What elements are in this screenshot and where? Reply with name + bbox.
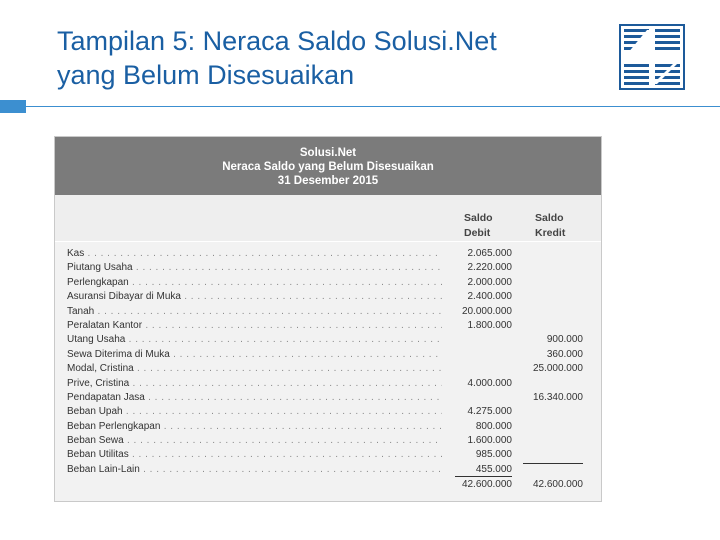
report-name: Neraca Saldo yang Belum Disesuaikan	[222, 161, 434, 173]
account-name: Peralatan Kantor . . .	[67, 319, 442, 333]
debit-value: 1.800.000	[467, 319, 512, 331]
debit-value: 2.400.000	[467, 291, 512, 303]
total-debit: 42.600.000	[461, 479, 512, 491]
table-row	[55, 434, 601, 448]
account-name: Modal, Cristina . . .	[67, 362, 442, 376]
table-row	[55, 319, 601, 333]
table-row	[55, 290, 601, 304]
table-row	[55, 420, 601, 434]
account-name: Beban Sewa . . .	[67, 434, 442, 448]
account-name: Tanah . . .	[67, 305, 442, 319]
account-name: Beban Upah . . .	[67, 405, 442, 419]
debit-value: 800.000	[475, 420, 512, 432]
col-kredit-label-1: Saldo	[535, 212, 564, 224]
debit-value: 20.000.000	[461, 305, 512, 317]
table-row	[55, 463, 601, 477]
kredit-value: 360.000	[546, 348, 583, 360]
debit-value: 4.275.000	[467, 406, 512, 418]
kredit-value: 25.000.000	[532, 363, 583, 375]
kredit-value: 900.000	[546, 334, 583, 346]
col-debit-header	[464, 211, 493, 241]
account-name: Beban Lain-Lain . . .	[67, 463, 442, 477]
column-header	[55, 195, 601, 242]
debit-value: 1.600.000	[467, 435, 512, 447]
col-kredit-label-2: Kredit	[535, 227, 566, 239]
total-kredit: 42.600.000	[532, 479, 583, 491]
table-row	[55, 276, 601, 290]
account-name: Perlengkapan . . .	[67, 276, 442, 290]
debit-value: 455.000	[455, 463, 512, 477]
col-debit-label-2: Debit	[464, 227, 491, 239]
total-row	[55, 478, 601, 492]
col-kredit-header	[535, 211, 565, 241]
accent-block	[0, 100, 26, 113]
kredit-value: 16.340.000	[532, 391, 583, 403]
publisher-logo-icon	[619, 24, 685, 90]
slide-title	[57, 24, 617, 92]
table-row	[55, 348, 601, 362]
debit-value: 985.000	[475, 449, 512, 461]
table-row	[55, 377, 601, 391]
account-name: Beban Utilitas . . .	[67, 448, 442, 462]
report-header	[55, 137, 601, 195]
report-date: 31 Desember 2015	[277, 175, 379, 187]
kredit-value	[523, 463, 583, 464]
trial-balance-report	[54, 136, 602, 502]
account-name: Kas . . .	[67, 247, 442, 261]
debit-value: 2.065.000	[467, 248, 512, 259]
account-name: Sewa Diterima di Muka . . .	[67, 348, 442, 362]
table-row	[55, 305, 601, 319]
account-name: Prive, Cristina . . .	[67, 377, 442, 391]
account-name: Pendapatan Jasa . . .	[67, 391, 442, 405]
table-row	[55, 261, 601, 275]
account-name: Utang Usaha . . .	[67, 333, 442, 347]
table-row	[55, 362, 601, 376]
table-row	[55, 405, 601, 419]
report-company: Solusi.Net	[299, 147, 357, 159]
table-row	[55, 247, 601, 261]
account-name: Beban Perlengkapan . . .	[67, 420, 442, 434]
table-row	[55, 333, 601, 347]
account-rows	[55, 242, 601, 493]
col-debit-label-1: Saldo	[464, 212, 493, 224]
account-name: Asuransi Dibayar di Muka . . .	[67, 290, 442, 304]
slide-title-line-2: yang Belum Disesuaikan	[57, 60, 355, 90]
debit-value: 2.000.000	[467, 276, 512, 288]
table-row	[55, 391, 601, 405]
account-name: Piutang Usaha . . .	[67, 261, 442, 275]
table-row	[55, 448, 601, 462]
debit-value: 2.220.000	[467, 262, 512, 274]
slide-title-line-1: Tampilan 5: Neraca Saldo Solusi.Net	[57, 26, 497, 56]
title-divider	[26, 106, 720, 107]
debit-value: 4.000.000	[467, 377, 512, 389]
